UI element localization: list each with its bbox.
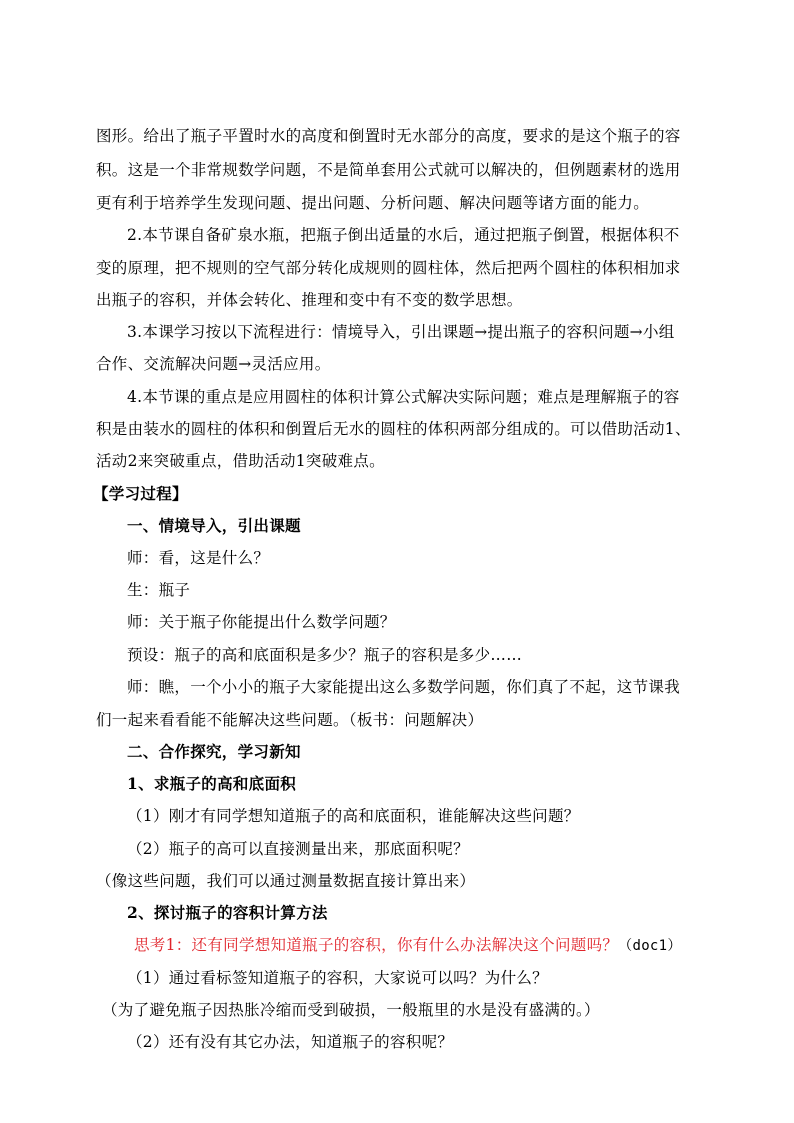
paragraph-line: 更有利于培养学生发现问题、提出问题、分析问题、解决问题等诸方面的能力。 bbox=[96, 194, 650, 212]
paragraph-line: 2.本节课自备矿泉水瓶，把瓶子倒出适量的水后，通过把瓶子倒置，根据体积不 bbox=[127, 226, 680, 244]
paragraph-line: 活动2来突破重点，借助活动1突破难点。 bbox=[96, 452, 385, 470]
subsection-heading: 2、探讨瓶子的容积计算方法 bbox=[127, 903, 328, 922]
dialogue-line: 预设：瓶子的高和底面积是多少？瓶子的容积是多少…… bbox=[127, 646, 523, 664]
section-heading: 【学习过程】 bbox=[93, 484, 188, 503]
question-line: （1）刚才有同学想知道瓶子的高和底面积，谁能解决这些问题？ bbox=[127, 807, 580, 825]
subsection-heading: 二、合作探究，学习新知 bbox=[127, 742, 301, 761]
paragraph-line: 图形。给出了瓶子平置时水的高度和倒置时无水部分的高度，要求的是这个瓶子的容 bbox=[96, 127, 681, 145]
dialogue-line: 生：瓶子 bbox=[127, 581, 191, 599]
paragraph-line: 变的原理，把不规则的空气部分转化成规则的圆柱体，然后把两个圆柱的体积相加求 bbox=[96, 259, 681, 277]
thinking-prompt bbox=[0, 935, 794, 956]
paragraph-line: 合作、交流解决问题→灵活应用。 bbox=[96, 355, 331, 373]
doc-reference: （doc1） bbox=[618, 938, 682, 954]
paragraph-line: 4.本节课的重点是应用圆柱的体积计算公式解决实际问题；难点是理解瓶子的容 bbox=[127, 388, 680, 406]
paragraph-line: 积是由装水的圆柱的体积和倒置后无水的圆柱的体积两部分组成的。可以借助活动1、 bbox=[96, 420, 691, 438]
dialogue-line: 师：关于瓶子你能提出什么数学问题？ bbox=[127, 613, 396, 631]
paragraph-line: 积。这是一个非常规数学问题，不是简单套用公式就可以解决的，但例题素材的选用 bbox=[96, 161, 681, 179]
question-line: （2）瓶子的高可以直接测量出来，那底面积呢？ bbox=[127, 840, 469, 858]
thinking-prompt-text: 思考1：还有同学想知道瓶子的容积，你有什么办法解决这个问题吗？ bbox=[134, 936, 619, 954]
subsection-heading: 1、求瓶子的高和底面积 bbox=[127, 774, 297, 793]
question-line: （2）还有没有其它办法，知道瓶子的容积呢？ bbox=[127, 1033, 454, 1051]
paragraph-line: 3.本课学习按以下流程进行：情境导入，引出课题→提出瓶子的容积问题→小组 bbox=[127, 323, 675, 341]
question-line: （1）通过看标签知道瓶子的容积，大家说可以吗？为什么？ bbox=[127, 969, 548, 987]
dialogue-line: 师：瞧，一个小小的瓶子大家能提出这么多数学问题，你们真了不起，这节课我 bbox=[127, 678, 681, 696]
dialogue-line: 们一起来看看能不能解决这些问题。（板书：问题解决） bbox=[96, 711, 484, 729]
subsection-heading: 一、情境导入，引出课题 bbox=[127, 516, 301, 535]
note-line: （像这些问题，我们可以通过测量数据直接计算出来） bbox=[96, 872, 476, 890]
note-line: （为了避免瓶子因热胀冷缩而受到破损，一般瓶里的水是没有盛满的。） bbox=[102, 1001, 600, 1019]
dialogue-line: 师：看，这是什么？ bbox=[127, 549, 270, 567]
paragraph-line: 出瓶子的容积，并体会转化、推理和变中有不变的数学思想。 bbox=[96, 291, 523, 309]
